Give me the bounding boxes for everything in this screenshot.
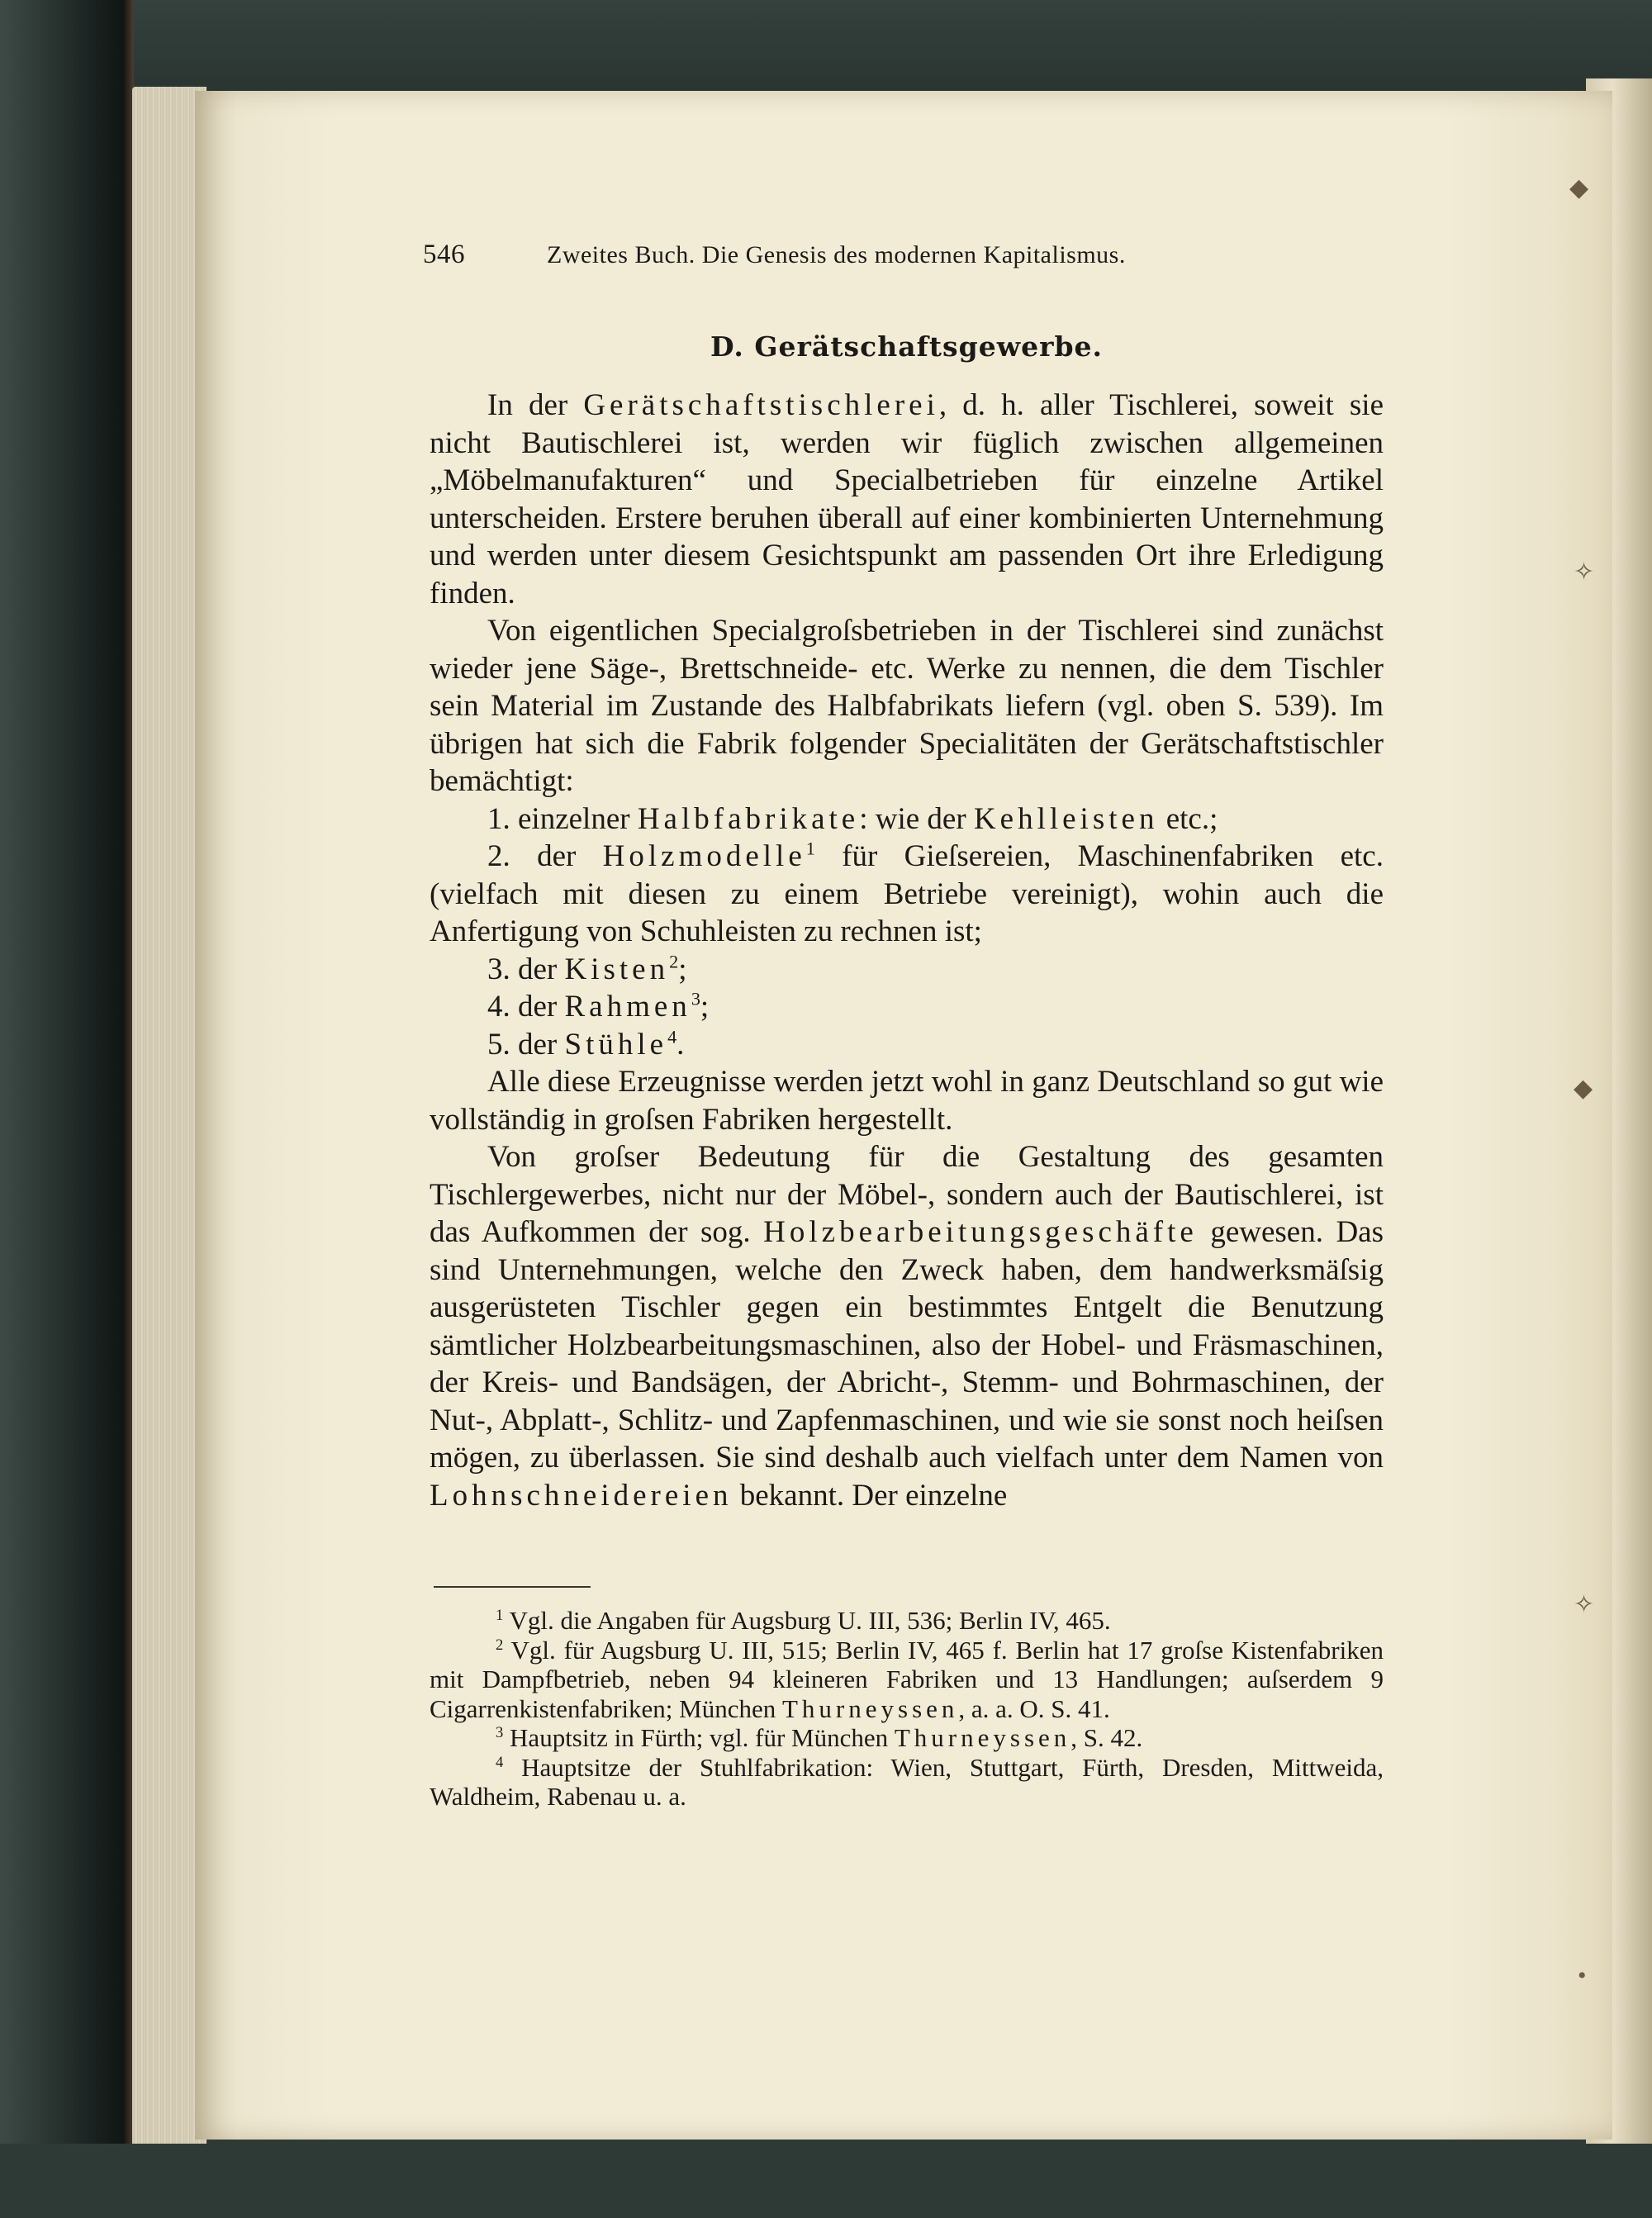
list-item: 2. der Holzmodelle$^1$ für Gieſsereien, Maschinenfabriken etc. (vielfach mit diesen zu einem Betriebe vereinigt), wohin auch die Anfertigung von Schuhleisten zu rechnen ist; — [430, 838, 1384, 948]
page-number: 546 — [423, 240, 465, 269]
footnote-ref: 3 — [691, 988, 700, 1009]
footnote-rule — [434, 1586, 591, 1588]
list-item: 1. einzelner Halbfabrikate: wie der Kehlleisten etc.; — [487, 801, 1218, 836]
list-item: 3. der Kisten$^2$; — [487, 951, 687, 986]
list-item: 5. der Stühle$^4$. — [487, 1026, 685, 1062]
margin-mark-icon: ✧ — [1574, 558, 1595, 586]
footnote: $^2$ Vgl. für Augsburg U. III, 515; Berlin IV, 465 f. Berlin hat 17 groſse Kistenfabriken mit Dampfbetrieb, neben 94 kleineren Fabriken und 13 Handlungen; auſserdem 9 Cigarrenkistenfabriken; München Thurneyssen, a. a. O. S. 41. — [430, 1635, 1384, 1723]
footnote-ref: 1 — [805, 838, 815, 859]
margin-mark-icon: ✧ — [1574, 1591, 1595, 1618]
margin-mark-icon: ◆ — [1574, 1075, 1593, 1102]
list-item: 4. der Rahmen$^3$; — [487, 988, 710, 1024]
footnote-ref: 4 — [667, 1026, 677, 1047]
paragraph: In der Gerätschaftstischlerei, d. h. aller Tischlerei, soweit sie nicht Bautischlerei ist, werden wir füglich zwischen allgemeinen „Möbelmanufakturen“ und Specialbetrieben für einzelne Artikel unterscheiden. Erstere beruhen überall auf einer kombinierten Unternehmung und werden unter diesem Gesichtspunkt am passenden Ort ihre Erledigung finden. — [430, 388, 1384, 610]
margin-mark-icon: • — [1578, 1962, 1587, 1989]
footnote: $^1$ Vgl. die Angaben für Augsburg U. III, 536; Berlin IV, 465. — [496, 1606, 1111, 1635]
margin-mark-icon: ◆ — [1569, 174, 1589, 202]
running-head — [423, 240, 1398, 270]
footnote: $^4$ Hauptsitze der Stuhlfabrikation: Wien, Stuttgart, Fürth, Dresden, Mittweida, Waldheim, Rabenau u. a. — [430, 1752, 1384, 1811]
book-cover — [0, 0, 124, 2218]
footnote: $^3$ Hauptsitz in Fürth; vgl. für München Thurneyssen, S. 42. — [496, 1723, 1143, 1752]
section-title: D. Gerätschaftsgewerbe. — [710, 330, 1104, 363]
paragraph: Alle diese Erzeugnisse werden jetzt wohl in ganz Deutschland so gut wie vollständig in groſsen Fabriken hergestellt. — [430, 1065, 1384, 1137]
body-text — [430, 387, 1384, 1514]
paragraph: Von groſser Bedeutung für die Gestaltung des gesamten Tischlergewerbes, nicht nur der Möbel-, sondern auch der Bautischlerei, ist das Aufkommen der sog. Holzbearbeitungsgeschäfte gewesen. Das sind Unternehmungen, welche den Zweck haben, dem handwerksmäſsig ausgerüsteten Tischler gegen ein bestimmtes Entgelt die Benutzung sämtlicher Holzbearbeitungsmaschinen, also der Hobel- und Fräsmaschinen, der Kreis- und Bandsägen, der Abricht-, Stemm- und Bohrmaschinen, der Nut-, Abplatt-, Schlitz- und Zapfenmaschinen, und wie sie sonst noch heiſsen mögen, zu überlassen. Sie sind deshalb auch vielfach unter dem Namen von Lohnschneidereien bekannt. Der einzelne — [430, 1140, 1384, 1513]
running-title: Zweites Buch. Die Genesis des modernen Kapitalismus. — [547, 241, 1126, 268]
background-bottom — [0, 2144, 1652, 2218]
footnote-ref: 2 — [669, 951, 679, 972]
paragraph: Von eigentlichen Specialgroſsbetrieben in der Tischlerei sind zunächst wieder jene Säge-, Brettschneide- etc. Werke zu nennen, die dem Tischler sein Material im Zustande des Halbfabrikats liefern (vgl. oben S. 539). Im übrigen hat sich die Fabrik folgender Specialitäten der Gerätschaftstischler bemächtigt: — [430, 614, 1384, 798]
background-top — [0, 0, 1652, 93]
footnotes — [430, 1606, 1384, 1812]
